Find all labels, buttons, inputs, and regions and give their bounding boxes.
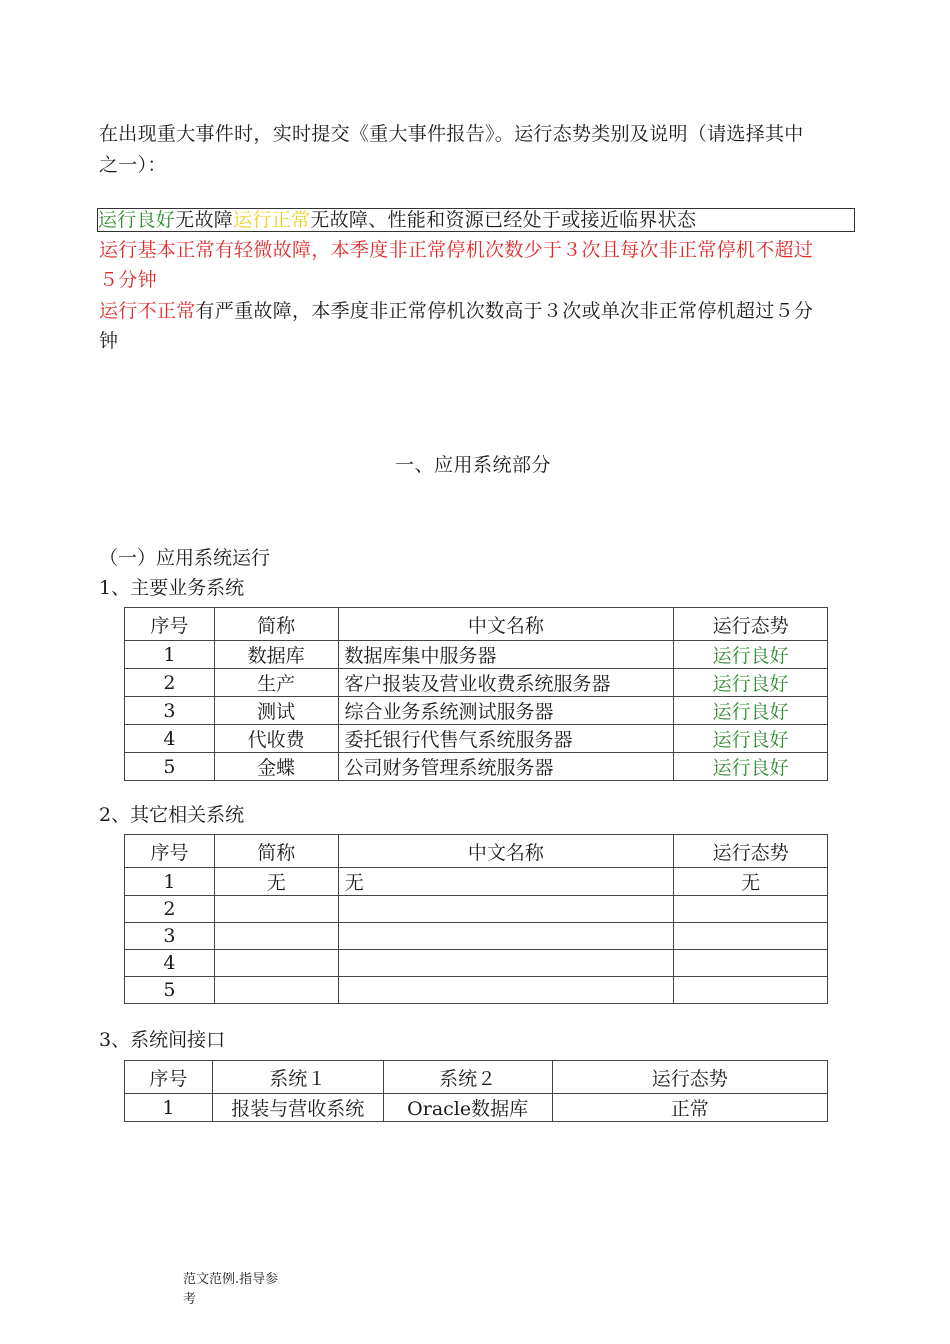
legend-box: [97, 208, 855, 232]
table-row: [125, 977, 828, 1004]
cell-index: 3: [125, 697, 215, 725]
cell-index: 3: [125, 923, 215, 950]
header-cell: 序号: [125, 608, 215, 641]
cell-short-name: [214, 923, 338, 950]
legend-basic-line-1: [99, 235, 813, 265]
cell-status: 运行良好: [674, 641, 828, 669]
legend-basic-line-2: ５分钟: [99, 269, 157, 291]
header-cell: 运行态势: [674, 835, 828, 868]
footer-note: [183, 1270, 278, 1310]
table-row: [125, 896, 828, 923]
cell-index: 2: [125, 669, 215, 697]
table-row: [125, 725, 828, 753]
cell-status: 运行良好: [674, 725, 828, 753]
header-cell: 运行态势: [552, 1061, 827, 1094]
intro-line-2: 之一）：: [99, 154, 167, 176]
legend-good-desc: 无故障: [175, 209, 234, 231]
header-cell: 序号: [125, 1061, 213, 1094]
table-row: [125, 1094, 828, 1122]
section-title: 一、应用系统部分: [395, 454, 552, 476]
legend-abnormal-line-2: 钟: [99, 330, 119, 352]
cell-index: 4: [125, 725, 215, 753]
table-row: [125, 669, 828, 697]
intro-line-1: 在出现重大事件时，实时提交《重大事件报告》。运行态势类别及说明（请选择其中: [99, 123, 804, 145]
subsection-title: （一）应用系统运行: [99, 547, 271, 569]
cell-chinese-name: 综合业务系统测试服务器: [338, 697, 674, 725]
legend-good-label: 运行良好: [98, 209, 176, 231]
legend-abnormal-desc: 有严重故障，本季度非正常停机次数高于３次或单次非正常停机超过５分: [195, 300, 814, 322]
footer-line-1: 范文范例.指导参: [183, 1272, 279, 1287]
table2-caption: 2、其它相关系统: [99, 804, 245, 826]
header-cell: 系统２: [383, 1061, 552, 1094]
footer-line-2: 考: [183, 1292, 197, 1307]
cell-status: 运行良好: [674, 669, 828, 697]
header-cell: 简称: [214, 608, 338, 641]
cell-short-name: 生产: [214, 669, 338, 697]
cell-system-1: 报装与营收系统: [212, 1094, 383, 1122]
cell-short-name: 无: [214, 868, 338, 896]
cell-index: 4: [125, 950, 215, 977]
cell-chinese-name: [338, 923, 673, 950]
legend-abnormal-label: 运行不正常: [99, 300, 196, 322]
table-row: [125, 753, 828, 781]
cell-index: 1: [125, 641, 215, 669]
header-cell: 中文名称: [338, 835, 673, 868]
cell-status: [674, 950, 828, 977]
legend-normal-desc: 无故障、性能和资源已经处于或接近临界状态: [310, 209, 697, 231]
table-row: [125, 641, 828, 669]
table-header-row: [125, 1061, 828, 1094]
cell-chinese-name: 公司财务管理系统服务器: [338, 753, 674, 781]
table-row: [125, 868, 828, 896]
legend-basic-desc: 有轻微故障，本季度非正常停机次数少于３次且每次非正常停机不超过: [214, 239, 814, 261]
header-cell: 中文名称: [338, 608, 674, 641]
table3-caption: 3、系统间接口: [99, 1029, 226, 1051]
cell-short-name: 数据库: [214, 641, 338, 669]
cell-system-2: Oracle数据库: [383, 1094, 552, 1122]
cell-index: 1: [125, 1094, 213, 1122]
cell-chinese-name: [338, 950, 673, 977]
cell-index: 1: [125, 868, 215, 896]
cell-short-name: [214, 896, 338, 923]
cell-status: [674, 977, 828, 1004]
header-cell: 运行态势: [674, 608, 828, 641]
cell-status: 无: [674, 868, 828, 896]
cell-chinese-name: [338, 896, 673, 923]
legend-abnormal-line-1: [99, 296, 813, 326]
table-row: [125, 923, 828, 950]
cell-chinese-name: 无: [338, 868, 673, 896]
table-header-row: [125, 608, 828, 641]
cell-short-name: 测试: [214, 697, 338, 725]
cell-short-name: 代收费: [214, 725, 338, 753]
cell-short-name: 金蝶: [214, 753, 338, 781]
header-cell: 简称: [214, 835, 338, 868]
cell-index: 5: [125, 753, 215, 781]
cell-status: [674, 923, 828, 950]
main-systems-table: [124, 607, 828, 781]
legend-basic-label: 运行基本正常: [99, 239, 215, 261]
cell-chinese-name: 委托银行代售气系统服务器: [338, 725, 674, 753]
cell-short-name: [214, 950, 338, 977]
cell-index: 5: [125, 977, 215, 1004]
cell-status: 正常: [552, 1094, 827, 1122]
cell-chinese-name: 客户报装及营业收费系统服务器: [338, 669, 674, 697]
interface-table: [124, 1060, 828, 1122]
table-row: [125, 950, 828, 977]
cell-status: 运行良好: [674, 753, 828, 781]
cell-status: [674, 896, 828, 923]
cell-short-name: [214, 977, 338, 1004]
table-row: [125, 697, 828, 725]
table-header-row: [125, 835, 828, 868]
cell-chinese-name: 数据库集中服务器: [338, 641, 674, 669]
header-cell: 序号: [125, 835, 215, 868]
cell-status: 运行良好: [674, 697, 828, 725]
other-systems-table: [124, 834, 828, 1004]
cell-chinese-name: [338, 977, 673, 1004]
header-cell: 系统１: [212, 1061, 383, 1094]
cell-index: 2: [125, 896, 215, 923]
table1-caption: 1、主要业务系统: [99, 577, 245, 599]
legend-normal-label: 运行正常: [233, 209, 311, 231]
